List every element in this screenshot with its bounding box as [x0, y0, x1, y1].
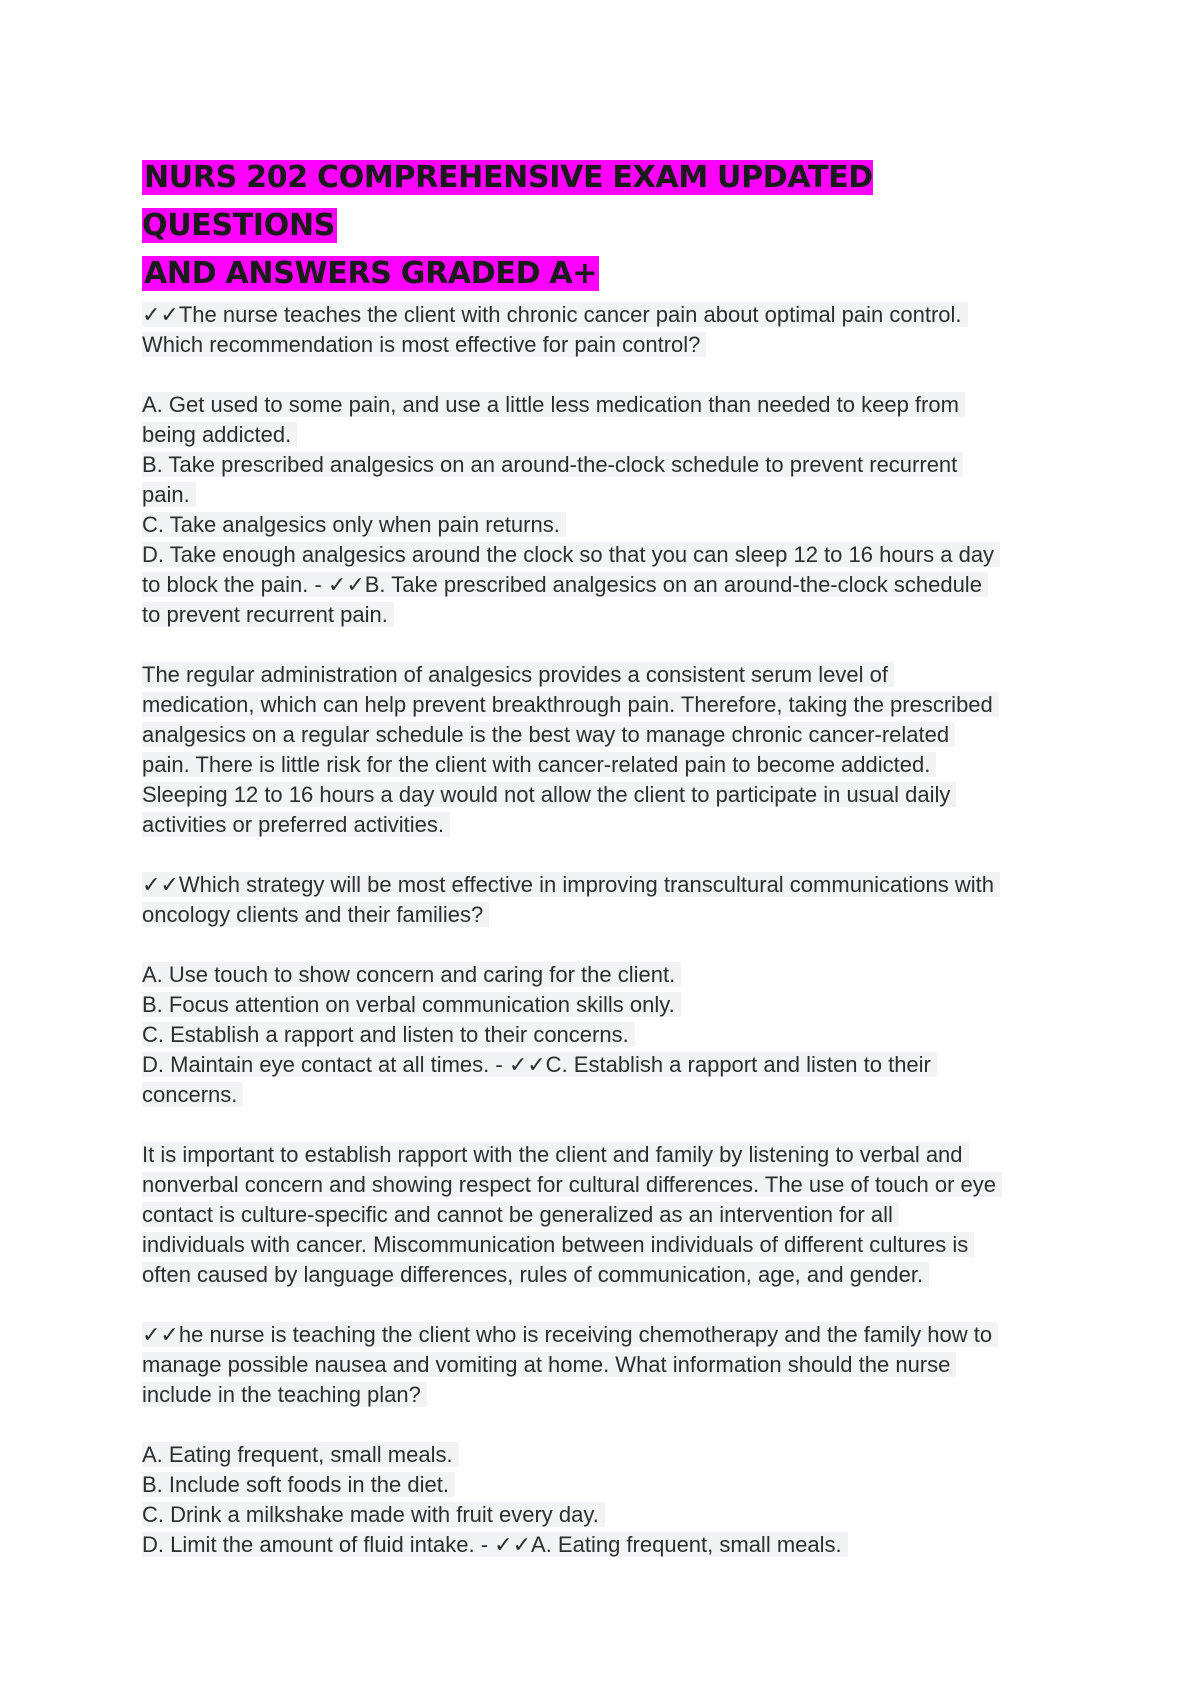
question-1-rationale: activities or preferred activities.	[142, 812, 450, 837]
question-3-answer: D. Limit the amount of fluid intake. - ✓✓A. Eating frequent, small meals.	[142, 1532, 848, 1557]
question-3-option: C. Drink a milkshake made with fruit every day.	[142, 1502, 605, 1527]
question-3-text: manage possible nausea and vomiting at home. What information should the nurse	[142, 1352, 956, 1377]
question-1-option: A. Get used to some pain, and use a little less medication than needed to keep from	[142, 392, 965, 417]
question-2-option: A. Use touch to show concern and caring for the client.	[142, 962, 681, 987]
question-2-rationale: often caused by language differences, rules of communication, age, and gender.	[142, 1262, 929, 1287]
question-3-block	[142, 1320, 1062, 1560]
question-3-text: ✓✓he nurse is teaching the client who is receiving chemotherapy and the family how to	[142, 1322, 998, 1347]
question-2-rationale: It is important to establish rapport with the client and family by listening to verbal and	[142, 1142, 969, 1167]
question-2-rationale: individuals with cancer. Miscommunication between individuals of different cultures is	[142, 1232, 974, 1257]
question-2-rationale: contact is culture-specific and cannot be generalized as an intervention for all	[142, 1202, 899, 1227]
question-2-answer: D. Maintain eye contact at all times. - ✓✓C. Establish a rapport and listen to their	[142, 1052, 937, 1077]
question-1-rationale: Sleeping 12 to 16 hours a day would not allow the client to participate in usual daily	[142, 782, 956, 807]
question-3-option: B. Include soft foods in the diet.	[142, 1472, 455, 1497]
question-1-text: ✓✓The nurse teaches the client with chronic cancer pain about optimal pain control.	[142, 302, 968, 327]
question-1-text: Which recommendation is most effective for pain control?	[142, 332, 706, 357]
question-2-block	[142, 870, 1062, 1290]
title-line-1: NURS 202 COMPREHENSIVE EXAM UPDATED QUESTIONS	[142, 160, 873, 243]
question-2-answer: concerns.	[142, 1082, 243, 1107]
question-1-option: B. Take prescribed analgesics on an around-the-clock schedule to prevent recurrent	[142, 452, 963, 477]
question-1-answer: to block the pain. - ✓✓B. Take prescribed analgesics on an around-the-clock schedule	[142, 572, 988, 597]
question-1-answer: to prevent recurrent pain.	[142, 602, 394, 627]
question-1-option: being addicted.	[142, 422, 297, 447]
question-1-rationale: pain. There is little risk for the client with cancer-related pain to become addicted.	[142, 752, 936, 777]
question-3-text: include in the teaching plan?	[142, 1382, 427, 1407]
question-2-option: C. Establish a rapport and listen to their concerns.	[142, 1022, 635, 1047]
question-1-option: pain.	[142, 482, 196, 507]
document-title	[142, 154, 1062, 298]
question-1-rationale: analgesics on a regular schedule is the best way to manage chronic cancer-related	[142, 722, 955, 747]
question-2-text: oncology clients and their families?	[142, 902, 489, 927]
document-page	[142, 154, 1062, 1560]
question-1-option: D. Take enough analgesics around the clock so that you can sleep 12 to 16 hours a day	[142, 542, 1000, 567]
title-line-2: AND ANSWERS GRADED A+	[144, 256, 598, 291]
question-1-rationale: medication, which can help prevent breakthrough pain. Therefore, taking the prescribed	[142, 692, 999, 717]
question-3-option: A. Eating frequent, small meals.	[142, 1442, 459, 1467]
question-2-option: B. Focus attention on verbal communication skills only.	[142, 992, 681, 1017]
question-2-text: ✓✓Which strategy will be most effective in improving transcultural communications with	[142, 872, 1000, 897]
question-1-block	[142, 300, 1062, 840]
question-2-rationale: nonverbal concern and showing respect for cultural differences. The use of touch or eye	[142, 1172, 1002, 1197]
question-1-option: C. Take analgesics only when pain returns.	[142, 512, 566, 537]
question-1-rationale: The regular administration of analgesics provides a consistent serum level of	[142, 662, 894, 687]
